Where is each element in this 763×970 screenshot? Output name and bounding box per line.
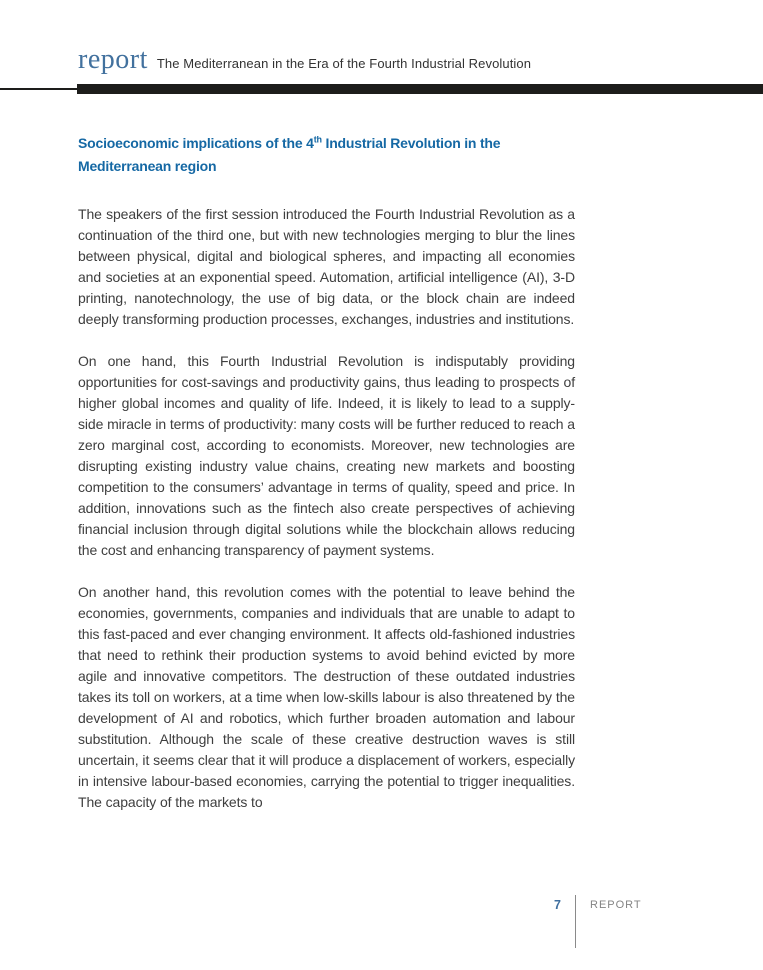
running-header-title: The Mediterranean in the Era of the Fourth Industrial Revolution: [156, 56, 532, 71]
paragraph-3: On another hand, this revolution comes with the potential to leave behind the economies, governments, companies and individuals that are unable to adapt to this fast-paced and ever changing environment. It affects old-fashioned industries that need to rethink their production systems to avoid behind evicted by more agile and innovative competitors. The destruction of these outdated industries takes its toll on workers, at a time when low-skills labour is also threatened by the development of AI and robotics, which further broaden automation and labour substitution. Although the scale of these creative destruction waves is still uncertain, it seems clear that it will produce a displacement of workers, especially in intensive labour-based economies, carrying the potential to trigger inequalities. The capacity of the markets to: [78, 584, 575, 810]
section-heading-superscript: th: [313, 134, 322, 145]
footer-divider-line: [575, 895, 576, 948]
section-heading-text: Socioeconomic implications of the 4: [78, 135, 314, 151]
report-logo: report: [78, 44, 148, 75]
article-content: [78, 132, 575, 834]
header-rule-thin: [0, 88, 77, 90]
header-rule-thick: [77, 84, 763, 94]
footer-report-label: REPORT: [590, 899, 642, 911]
page-number: 7: [554, 898, 561, 912]
paragraph-2: On one hand, this Fourth Industrial Revolution is indisputably providing opportunities for cost-savings and productivity gains, thus leading to prospects of higher global incomes and quality of life. Indeed, it is likely to lead to a supply-side miracle in terms of productivity: many costs will be further reduced to reach a zero marginal cost, according to economists. Moreover, new technologies are disrupting existing industry value chains, creating new markets and boosting competition to the consumers’ advantage in terms of quality, speed and price. In addition, innovations such as the fintech also create perspectives of achieving financial inclusion through digital solutions while the blockchain allows reducing the cost and enhancing transparency of payment systems.: [78, 353, 575, 558]
section-heading: [78, 132, 575, 178]
paragraph-1: The speakers of the first session introduced the Fourth Industrial Revolution as a continuation of the third one, but with new technologies merging to blur the lines between physical, digital and biological spheres, and impacting all economies and societies at an exponential speed. Automation, artificial intelligence (AI), 3-D printing, nanotechnology, the use of big data, or the block chain are indeed deeply transforming production processes, exchanges, industries and institutions.: [78, 206, 575, 327]
header-row: [78, 46, 531, 74]
section-heading-text-continued: Industrial Revolution in the Mediterranean region: [78, 135, 501, 174]
